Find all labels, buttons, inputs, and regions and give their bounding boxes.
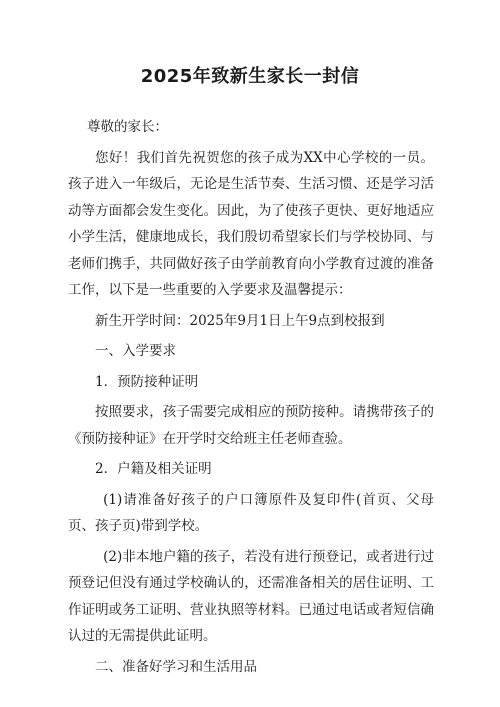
section2-heading: 二、准备好学习和生活用品 — [95, 658, 257, 675]
item1-text: 按照要求，孩子需要完成相应的预防接种。请携带孩子的《预防接种证》在开学时交给班主任老师查验。 — [68, 404, 434, 447]
item2-heading: 2．户籍及相关证明 — [95, 461, 212, 477]
letter-body — [68, 114, 434, 680]
document-title: 2025年致新生家长一封信 — [140, 66, 360, 87]
section1-heading: 一、入学要求 — [95, 343, 176, 359]
item2-paragraph-2: (2)非本地户籍的孩子，若没有进行预登记，或者进行过预登记但没有通过学校确认的，还需准备相关的居住证明、工作证明或务工证明、营业执照等材料。已通过电话或者短信确认过的无需提供此证明。 — [68, 548, 434, 644]
salutation: 尊敬的家长： — [87, 119, 168, 135]
item1-heading: 1．预防接种证明 — [95, 373, 199, 390]
item2-paragraph-1: (1)请准备好孩子的户口簿原件及复印件(首页、父母页、孩子页)带到学校。 — [68, 491, 434, 534]
start-time: 新生开学时间：2025年9月1日上午9点到校报到 — [95, 312, 385, 329]
intro-paragraph: 您好！我们首先祝贺您的孩子成为XX中心学校的一员。孩子进入一年级后，无论是生活节奏、生活习惯、还是学习活动等方面都会发生变化。因此，为了使孩子更快、更好地适应小学生活，健康地成长，我们殷切希望家长们与学校协同、与老师们携手，共同做好孩子由学前教育向小学教育过渡的准备工作，以下是一些重要的入学要求及温馨提示： — [68, 149, 434, 298]
